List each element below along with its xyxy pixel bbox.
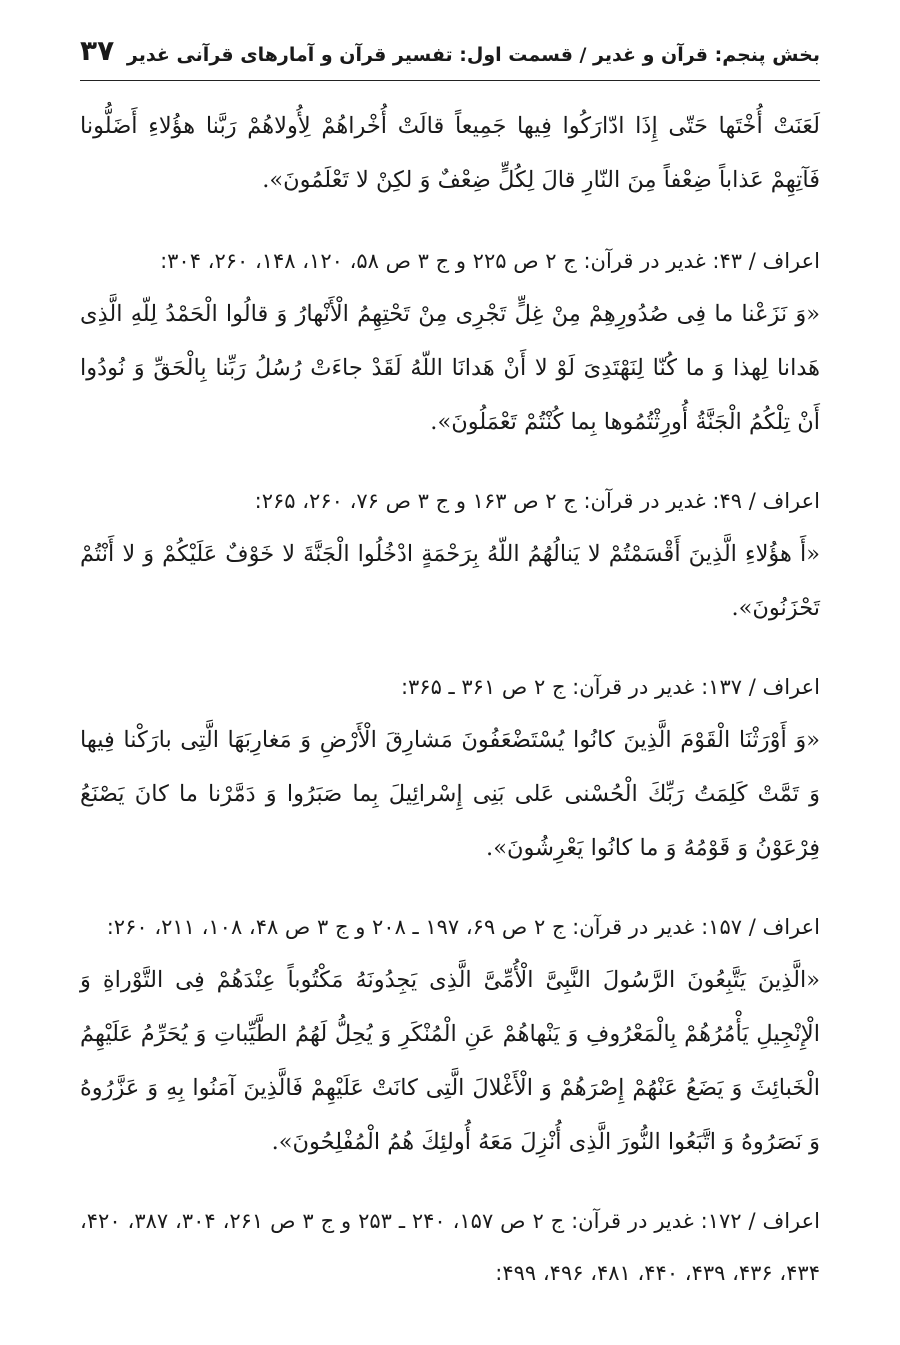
entry-araf-172	[80, 1195, 820, 1299]
entry-verse: «وَ نَزَعْنا ما فِى صُدُورِهِمْ مِنْ غِلٍّ تَجْرِى مِنْ تَحْتِهِمُ الْأَنْهارُ وَ قالُوا الْحَمْدُ لِلّهِ الَّذِى هَدانا لِهذا وَ ما كُنّا لِنَهْتَدِىَ لَوْ لا أَنْ هَدانَا اللّهُ لَقَدْ جاءَتْ رُسُلُ رَبِّنا بِالْحَقِّ وَ نُودُوا أَنْ تِلْكُمُ الْجَنَّةُ أُورِثْتُمُوها بِما كُنْتُمْ تَعْمَلُونَ».	[80, 301, 820, 435]
entry-reference: اعراف / ۴۳: غدیر در قرآن: ج ۲ ص ۲۲۵ و ج ۳ ص ۵۸، ۱۲۰، ۱۴۸، ۲۶۰، ۳۰۴:	[160, 249, 820, 273]
page-content	[80, 99, 820, 1299]
entry-verse: «أَ هؤُلاءِ الَّذِينَ أَقْسَمْتُمْ لا يَنالُهُمُ اللّهُ بِرَحْمَةٍ ادْخُلُوا الْجَنَّةَ لا خَوْفٌ عَلَيْكُمْ وَ لا أَنْتُمْ تَحْزَنُونَ».	[80, 541, 820, 621]
entry-reference: اعراف / ۱۵۷: غدیر در قرآن: ج ۲ ص ۶۹، ۱۹۷ ـ ۲۰۸ و ج ۳ ص ۴۸، ۱۰۸، ۲۱۱، ۲۶۰:	[106, 915, 820, 939]
entry-araf-157	[80, 901, 820, 1169]
lead-verse: لَعَنَتْ أُخْتَها حَتّى إِذَا ادّارَكُوا فِيها جَمِيعاً قالَتْ أُخْراهُمْ لِأُولاهُمْ رَبَّنا هؤُلاءِ أَضَلُّونا فَآتِهِمْ عَذاباً ضِعْفاً مِنَ النّارِ قالَ لِكُلٍّ ضِعْفٌ وَ لكِنْ لا تَعْلَمُونَ».	[80, 113, 820, 193]
entry-araf-137	[80, 661, 820, 875]
entry-reference: اعراف / ۱۷۲: غدیر در قرآن: ج ۲ ص ۱۵۷، ۲۴۰ ـ ۲۵۳ و ج ۳ ص ۲۶۱، ۳۰۴، ۳۸۷، ۴۲۰، ۴۳۴، ۴۳۶، ۴۳۹، ۴۴۰، ۴۸۱، ۴۹۶، ۴۹۹:	[80, 1209, 821, 1285]
header-title: بخش پنجم: قرآن و غدیر / قسمت اول: تفسیر قرآن و آمارهای قرآنی غدیر	[126, 44, 820, 66]
entry-araf-49	[80, 475, 820, 635]
page-number: ۳۷	[80, 34, 115, 67]
entry-verse: «وَ أَوْرَثْنَا الْقَوْمَ الَّذِينَ كانُوا يُسْتَضْعَفُونَ مَشارِقَ الْأَرْضِ وَ مَغارِبَهَا الَّتِى بارَكْنا فِيها وَ تَمَّتْ كَلِمَتُ رَبِّكَ الْحُسْنى عَلى بَنِى إِسْرائِيلَ بِما صَبَرُوا وَ دَمَّرْنا ما كانَ يَصْنَعُ فِرْعَوْنُ وَ قَوْمُهُ وَ ما كانُوا يَعْرِشُونَ».	[80, 727, 820, 861]
page	[80, 24, 820, 1299]
entry-reference: اعراف / ۱۳۷: غدیر در قرآن: ج ۲ ص ۳۶۱ ـ ۳۶۵:	[400, 675, 820, 699]
entry-verse: «الَّذِينَ يَتَّبِعُونَ الرَّسُولَ النَّبِىَّ الْأُمِّىَّ الَّذِى يَجِدُونَهُ مَكْتُوباً عِنْدَهُمْ فِى التَّوْراةِ وَ الْإِنْجِيلِ يَأْمُرُهُمْ بِالْمَعْرُوفِ وَ يَنْهاهُمْ عَنِ الْمُنْكَرِ وَ يُحِلُّ لَهُمُ الطَّيِّباتِ وَ يُحَرِّمُ عَلَيْهِمُ الْخَبائِثَ وَ يَضَعُ عَنْهُمْ إِصْرَهُمْ وَ الْأَغْلالَ الَّتِى كانَتْ عَلَيْهِمْ فَالَّذِينَ آمَنُوا بِهِ وَ عَزَّرُوهُ وَ نَصَرُوهُ وَ اتَّبَعُوا النُّورَ الَّذِى أُنْزِلَ مَعَهُ أُولئِكَ هُمُ الْمُفْلِحُونَ».	[80, 967, 820, 1155]
running-header	[80, 24, 820, 81]
entry-reference: اعراف / ۴۹: غدیر در قرآن: ج ۲ ص ۱۶۳ و ج ۳ ص ۷۶، ۲۶۰، ۲۶۵:	[254, 489, 820, 513]
entry-araf-43	[80, 235, 820, 449]
